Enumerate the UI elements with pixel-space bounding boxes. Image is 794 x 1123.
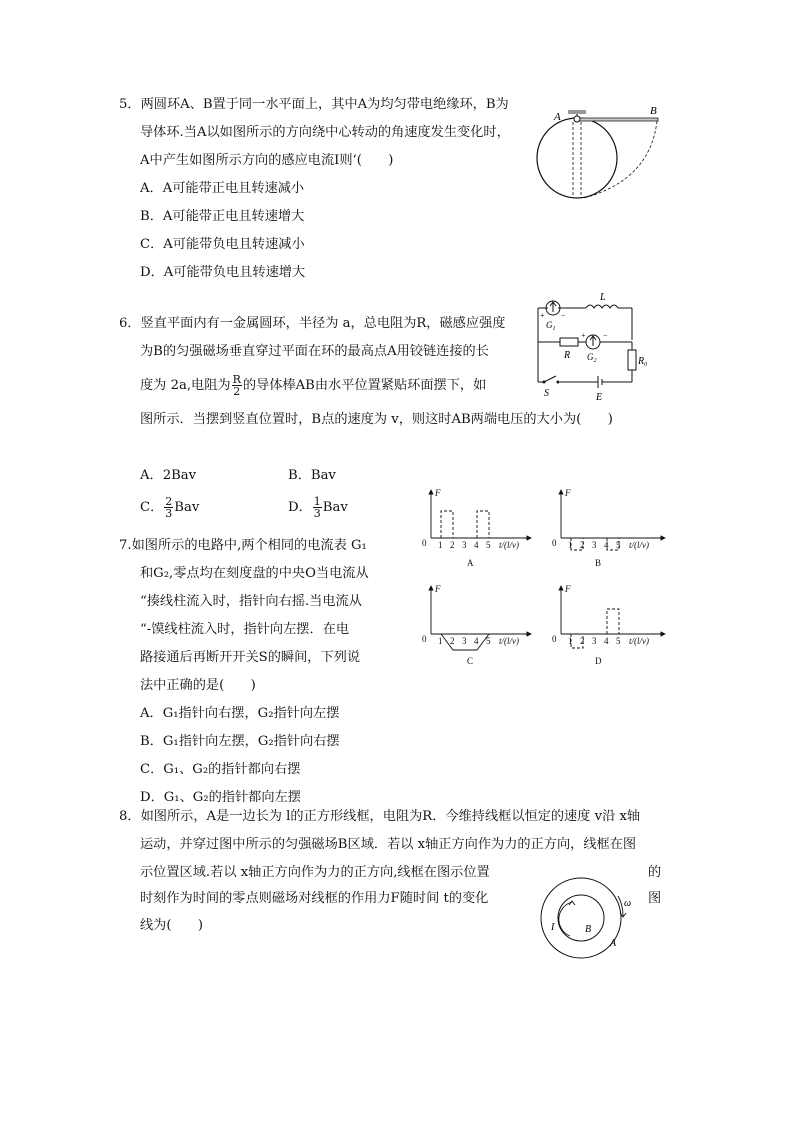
q6-line-3-start: 度为 2a,电阻为: [140, 378, 231, 393]
q6-line-4: 图所示．当摆到竖直位置时，B点的速度为 v，则这时AB两端电压的大小为( ): [140, 412, 613, 427]
q5-option-d: D．A可能带负电且转速增大: [140, 265, 306, 280]
q6-option-c-prefix: C．: [140, 500, 164, 515]
graph-d-tick-4: 4: [604, 636, 609, 646]
graph-d-f: F: [565, 584, 571, 594]
graph-b-tick-3: 3: [592, 540, 597, 550]
label-G1-main: G: [546, 320, 553, 330]
graph-c-f: F: [435, 584, 441, 594]
graph-d-tick-3: 3: [592, 636, 597, 646]
graph-a-tick-5: 5: [486, 540, 491, 550]
graph-b-origin: 0: [552, 538, 557, 548]
label-G2: [587, 352, 597, 364]
q7-line-5: 路接通后再断开开关S的瞬间，下列说: [140, 650, 361, 665]
label-G1: [546, 320, 556, 332]
graph-d-unit: t/(l/v): [629, 636, 649, 646]
graph-a-tick-1: 1: [438, 540, 443, 550]
circuit-plus-2: +: [581, 331, 586, 340]
q7-option-a: A．G₁指针向右摆，G₂指针向左摆: [140, 706, 340, 721]
graph-b-tick-2: 2: [580, 540, 585, 550]
graph-c-unit: t/(l/v): [499, 636, 519, 646]
q5-rings-figure: [532, 100, 664, 206]
q8-label-a: A: [610, 938, 617, 949]
q5-label-a: A: [554, 111, 561, 123]
q6-line-3-end: 的导体棒AB由水平位置紧贴环面摆下，如: [242, 378, 487, 393]
q6-option-c: [140, 496, 199, 519]
label-R0: [637, 356, 647, 368]
graph-a: [431, 490, 531, 538]
q7-line-6: 法中正确的是( ): [140, 678, 256, 693]
graph-a-f: F: [435, 488, 441, 498]
circuit-plus-1: +: [540, 311, 545, 320]
q5-line-1: 5．两圆环A、B置于同一水平面上，其中A为均匀带电绝缘环，B为: [119, 97, 509, 112]
q5-option-c: C．A可能带负电且转速减小: [140, 237, 305, 252]
q6-option-b: B．Bav: [288, 468, 336, 483]
q6-option-d-prefix: D．: [288, 500, 312, 515]
label-G1-sub: 1: [552, 326, 556, 332]
q8-line-3-end: 的: [648, 865, 662, 880]
q5-label-b: B: [650, 105, 657, 117]
graph-a-caption: A: [467, 558, 474, 568]
graph-a-origin: 0: [422, 538, 427, 548]
q8-line-5: 线为( ): [140, 918, 204, 933]
q7-option-d: D．G₁、G₂的指针都向左摆: [140, 790, 301, 805]
graph-a-unit: t/(l/v): [499, 540, 519, 550]
force-graphs: [415, 482, 675, 674]
q7-option-c: C．G₁、G₂的指针都向右摆: [140, 762, 301, 777]
q6-line-2: 为B的匀强磁场垂直穿过平面在环的最高点A用铰链连接的长: [140, 344, 489, 359]
q5-option-a: A．A可能带正电且转速减小: [140, 181, 305, 196]
q8-line-2: 运动，并穿过图中所示的匀强磁场B区域．若以 x轴正方向作为力的正方向，线框在图: [140, 837, 637, 852]
q6-option-d-num: 1: [313, 495, 321, 508]
graph-c-tick-3: 3: [462, 636, 467, 646]
graph-c-tick-5: 5: [486, 636, 491, 646]
q6-option-d: [288, 496, 348, 519]
q7-option-b: B．G₁指针向左摆，G₂指针向右摆: [140, 734, 340, 749]
graph-d-tick-1: 1: [568, 636, 573, 646]
label-R: R: [564, 350, 571, 361]
graph-c-origin: 0: [422, 634, 427, 644]
q6-fraction: [232, 374, 242, 397]
q6-option-c-suffix: Bav: [174, 500, 200, 515]
q5-option-b: B．A可能带正电且转速增大: [140, 209, 305, 224]
q8-line-1: 8．如图所示，A是一边长为 l的正方形线框，电阻为R．今维持线框以恒定的速度 v沿 x轴: [119, 809, 641, 824]
q6-frac-den: 2: [233, 385, 241, 398]
q5-line-2: 导体环.当A以如图所示的方向绕中心转动的角速度发生变化时，: [140, 125, 510, 140]
q7-line-1: 7.如图所示的电路中,两个相同的电流表 G₁: [119, 538, 367, 553]
graph-d-tick-2: 2: [580, 636, 585, 646]
graph-d-tick-5: 5: [616, 636, 621, 646]
graph-d-origin: 0: [552, 634, 557, 644]
label-R0-main: R: [638, 356, 645, 367]
label-E: E: [596, 392, 603, 403]
circuit-diagram: [530, 290, 646, 404]
label-G2-main: G: [587, 352, 594, 362]
q6-option-d-fraction: [313, 496, 322, 519]
graph-d: [561, 586, 665, 648]
graph-a-tick-3: 3: [462, 540, 467, 550]
graph-b-f: F: [565, 488, 571, 498]
q5-line-3: A中产生如图所示方向的感应电流I则‘( ): [140, 153, 394, 168]
q6-frac-num: R: [232, 373, 241, 386]
graph-d-caption: D: [595, 656, 602, 666]
graph-b-tick-4: 4: [604, 540, 609, 550]
graph-a-tick-2: 2: [450, 540, 455, 550]
graph-b-caption: B: [595, 558, 602, 568]
graph-b-tick-1: 1: [568, 540, 573, 550]
label-G2-sub: 2: [593, 358, 597, 364]
q6-option-c-fraction: [164, 496, 173, 519]
label-S: S: [544, 388, 549, 399]
q6-option-c-num: 2: [165, 495, 173, 508]
circuit-minus-2: −: [603, 331, 608, 340]
q8-label-omega: ω: [624, 898, 632, 909]
graph-a-tick-4: 4: [474, 540, 479, 550]
q8-concentric-rings-figure: [534, 876, 634, 962]
q6-line-3: [140, 374, 486, 397]
graph-c-tick-4: 4: [474, 636, 479, 646]
graph-c-tick-1: 1: [438, 636, 443, 646]
graph-b: [561, 490, 665, 550]
label-R0-sub: 0: [644, 362, 648, 368]
circuit-minus-1: −: [561, 311, 566, 320]
label-L: L: [600, 292, 606, 303]
q7-line-2: 和G₂,零点均在刻度盘的中央O当电流从: [140, 566, 369, 581]
q8-line-4-end: 图: [648, 891, 662, 906]
graph-b-tick-5: 5: [616, 540, 621, 550]
q7-line-4: “-馍线柱流入时，指针向左摆．在电: [140, 622, 350, 637]
q8-line-3: 示位置区域.若以 x轴正方向作为力的正方向,线框在图示位置: [140, 865, 490, 880]
q8-line-4: 时刻作为时间的零点则磁场对线框的作用力F随时间 t的变化: [140, 891, 489, 906]
q6-option-d-den: 3: [313, 507, 321, 520]
q6-line-1: 6．竖直平面内有一金属圆环，半径为 a，总电阻为R，磁感应强度: [119, 316, 506, 331]
q6-option-d-suffix: Bav: [322, 500, 348, 515]
graph-c-tick-2: 2: [450, 636, 455, 646]
q6-option-c-den: 3: [165, 507, 173, 520]
q8-label-b: B: [585, 924, 592, 935]
graph-c-caption: C: [467, 656, 474, 666]
q6-option-a: A．2Bav: [140, 468, 197, 483]
q7-line-3: “揍线柱流入时，指针向右摇.当电流从: [140, 594, 362, 609]
graph-b-unit: t/(l/v): [629, 540, 649, 550]
q8-label-i: I: [551, 922, 555, 933]
